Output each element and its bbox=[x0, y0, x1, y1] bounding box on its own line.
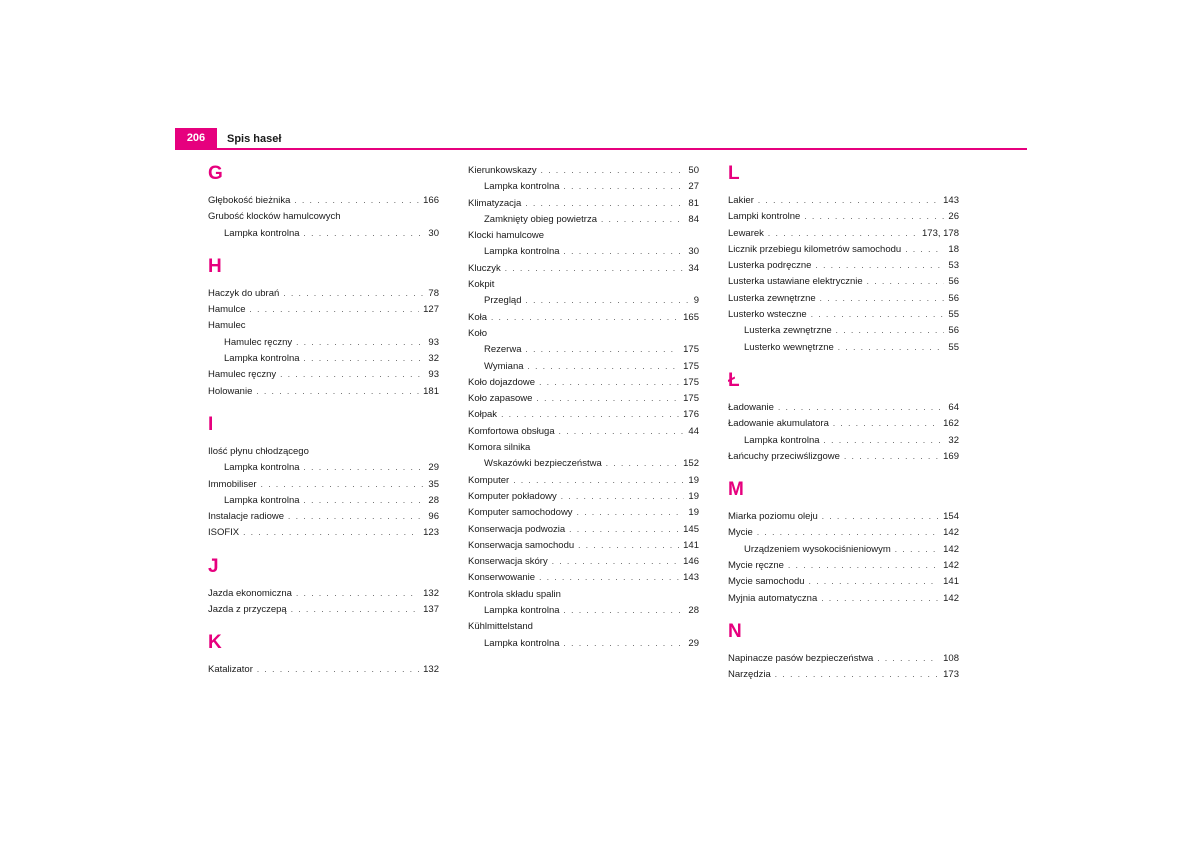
leader-dots bbox=[256, 384, 419, 400]
index-entry bbox=[468, 440, 699, 456]
entry-page-number: 127 bbox=[423, 304, 439, 316]
leader-dots bbox=[811, 307, 945, 323]
entry-page-number: 19 bbox=[688, 507, 699, 519]
entry-label: Komputer bbox=[468, 474, 510, 486]
leader-dots bbox=[877, 651, 939, 667]
entry-label: Klocki hamulcowe bbox=[468, 230, 545, 242]
index-subentry bbox=[468, 293, 699, 309]
index-entry bbox=[468, 619, 699, 635]
entry-page-number: 132 bbox=[423, 587, 439, 599]
leader-dots bbox=[526, 342, 680, 358]
entry-label: Miarka poziomu oleju bbox=[728, 511, 818, 523]
leader-dots bbox=[822, 509, 939, 525]
entry-page-number: 173 bbox=[943, 669, 959, 681]
entry-label: Grubość klocków hamulcowych bbox=[208, 211, 341, 223]
entry-page-number: 145 bbox=[683, 523, 699, 535]
index-entry bbox=[208, 384, 439, 400]
index-subentry bbox=[728, 433, 959, 449]
entry-label: Hamulec ręczny bbox=[224, 336, 293, 348]
entry-label: Lusterko wewnętrzne bbox=[744, 341, 834, 353]
index-entry bbox=[208, 586, 439, 602]
entry-page-number: 28 bbox=[428, 494, 439, 506]
entry-label: Konserwacja podwozia bbox=[468, 523, 566, 535]
entry-label: Kontrola składu spalin bbox=[468, 588, 561, 600]
entry-label: Rezerwa bbox=[484, 344, 522, 356]
index-subentry bbox=[468, 359, 699, 375]
entry-label: Lampka kontrolna bbox=[484, 637, 560, 649]
index-entry bbox=[728, 193, 959, 209]
index-entry bbox=[208, 444, 439, 460]
index-entry bbox=[468, 261, 699, 277]
index-entry bbox=[728, 258, 959, 274]
section-letter: L bbox=[728, 163, 740, 184]
leader-dots bbox=[895, 542, 939, 558]
entry-page-number: 142 bbox=[943, 592, 959, 604]
leader-dots bbox=[564, 244, 685, 260]
index-entry bbox=[208, 193, 439, 209]
section-letter: N bbox=[728, 620, 742, 642]
index-entry bbox=[728, 667, 959, 683]
entry-label: Ładowanie bbox=[728, 401, 774, 413]
index-entry bbox=[468, 391, 699, 407]
leader-dots bbox=[280, 367, 424, 383]
leader-dots bbox=[561, 489, 685, 505]
leader-dots bbox=[601, 212, 684, 228]
entry-label: Narzędzia bbox=[728, 669, 771, 681]
index-subentry bbox=[468, 456, 699, 472]
leader-dots bbox=[820, 291, 945, 307]
entry-page-number: 175 bbox=[683, 344, 699, 356]
index-entry bbox=[468, 570, 699, 586]
entry-label: Komputer samochodowy bbox=[468, 507, 573, 519]
leader-dots bbox=[283, 286, 424, 302]
entry-label: Kluczyk bbox=[468, 262, 501, 274]
section-letter: I bbox=[208, 413, 214, 435]
section-letter: G bbox=[208, 163, 223, 184]
entry-label: Ładowanie akumulatora bbox=[728, 418, 829, 430]
index-entry bbox=[468, 277, 699, 293]
index-entry bbox=[468, 407, 699, 423]
index-entry bbox=[728, 651, 959, 667]
entry-page-number: 142 bbox=[943, 527, 959, 539]
index-subentry bbox=[208, 351, 439, 367]
leader-dots bbox=[243, 525, 419, 541]
entry-label: Zamknięty obieg powietrza bbox=[484, 213, 597, 225]
entry-label: Lampka kontrolna bbox=[224, 353, 300, 365]
entry-label: Wymiana bbox=[484, 360, 524, 372]
header-rule bbox=[175, 148, 1027, 150]
leader-dots bbox=[304, 226, 425, 242]
entry-page-number: 142 bbox=[943, 560, 959, 572]
page-title: Spis haseł bbox=[227, 133, 282, 145]
entry-label: Kołpak bbox=[468, 409, 498, 421]
entry-page-number: 146 bbox=[683, 556, 699, 568]
index-subentry bbox=[208, 226, 439, 242]
entry-page-number: 141 bbox=[943, 576, 959, 588]
entry-label: Haczyk do ubrań bbox=[208, 287, 280, 299]
index-entry bbox=[468, 424, 699, 440]
entry-page-number: 56 bbox=[948, 325, 959, 337]
entry-page-number: 32 bbox=[428, 353, 439, 365]
section-letter: J bbox=[208, 555, 219, 577]
entry-page-number: 141 bbox=[683, 539, 699, 551]
entry-label: Koło bbox=[468, 327, 488, 339]
leader-dots bbox=[304, 351, 425, 367]
index-entry bbox=[728, 291, 959, 307]
entry-label: Komputer pokładowy bbox=[468, 490, 557, 502]
index-entry bbox=[208, 525, 439, 541]
index-subentry bbox=[728, 323, 959, 339]
entry-page-number: 175 bbox=[683, 360, 699, 372]
index-entry bbox=[208, 286, 439, 302]
leader-dots bbox=[501, 407, 679, 423]
leader-dots bbox=[250, 302, 420, 318]
leader-dots bbox=[559, 424, 685, 440]
leader-dots bbox=[564, 179, 685, 195]
leader-dots bbox=[552, 554, 679, 570]
entry-label: Konserwacja samochodu bbox=[468, 539, 575, 551]
leader-dots bbox=[578, 538, 679, 554]
entry-label: Lusterka zewnętrzne bbox=[728, 292, 816, 304]
leader-dots bbox=[905, 242, 944, 258]
index-subentry bbox=[468, 342, 699, 358]
leader-dots bbox=[577, 505, 685, 521]
entry-page-number: 176 bbox=[683, 409, 699, 421]
index-entry bbox=[728, 449, 959, 465]
entry-label: Lampka kontrolna bbox=[744, 434, 820, 446]
entry-page-number: 165 bbox=[683, 311, 699, 323]
index-subentry bbox=[208, 335, 439, 351]
index-entry bbox=[208, 302, 439, 318]
entry-label: Lampka kontrolna bbox=[484, 605, 560, 617]
leader-dots bbox=[569, 522, 679, 538]
index-entry bbox=[728, 574, 959, 590]
index-entry bbox=[728, 400, 959, 416]
entry-page-number: 152 bbox=[683, 458, 699, 470]
page-header bbox=[175, 128, 1027, 148]
index-entry bbox=[468, 310, 699, 326]
entry-label: Konserwacja skóry bbox=[468, 556, 548, 568]
entry-page-number: 27 bbox=[688, 181, 699, 193]
entry-label: Kokpit bbox=[468, 279, 495, 291]
entry-page-number: 56 bbox=[948, 276, 959, 288]
entry-label: Lampka kontrolna bbox=[224, 227, 300, 239]
leader-dots bbox=[821, 591, 939, 607]
section-letter: M bbox=[728, 479, 744, 501]
index-entry bbox=[468, 196, 699, 212]
entry-label: Hamulec bbox=[208, 320, 246, 332]
entry-page-number: 181 bbox=[423, 385, 439, 397]
leader-dots bbox=[526, 293, 690, 309]
entry-page-number: 143 bbox=[943, 195, 959, 206]
entry-label: Lampka kontrolna bbox=[484, 246, 560, 258]
entry-page-number: 162 bbox=[943, 418, 959, 430]
leader-dots bbox=[788, 558, 939, 574]
section-letter: H bbox=[208, 255, 222, 277]
leader-dots bbox=[564, 603, 685, 619]
leader-dots bbox=[304, 460, 425, 476]
entry-label: Katalizator bbox=[208, 664, 253, 676]
entry-page-number: 132 bbox=[423, 664, 439, 676]
entry-page-number: 108 bbox=[943, 652, 959, 664]
entry-label: Myjnia automatyczna bbox=[728, 592, 818, 604]
index-subentry bbox=[208, 493, 439, 509]
index-entry bbox=[728, 226, 959, 242]
index-entry bbox=[208, 209, 439, 225]
entry-page-number: 93 bbox=[428, 336, 439, 348]
entry-label: Lusterka ustawiane elektrycznie bbox=[728, 276, 863, 288]
entry-label: Immobiliser bbox=[208, 478, 257, 490]
entry-page-number: 175 bbox=[683, 393, 699, 405]
entry-page-number: 30 bbox=[428, 227, 439, 239]
entry-label: Hamulec ręczny bbox=[208, 369, 277, 381]
index-entry bbox=[208, 318, 439, 334]
entry-label: Jazda z przyczepą bbox=[208, 604, 287, 616]
index-entry bbox=[468, 522, 699, 538]
index-entry bbox=[468, 473, 699, 489]
leader-dots bbox=[757, 525, 939, 541]
index-entry bbox=[208, 477, 439, 493]
entry-page-number: 18 bbox=[948, 243, 959, 255]
entry-label: Komora silnika bbox=[468, 442, 531, 454]
entry-label: Lakier bbox=[728, 195, 754, 206]
entry-label: Wskazówki bezpieczeństwa bbox=[484, 458, 602, 470]
leader-dots bbox=[833, 416, 939, 432]
leader-dots bbox=[304, 493, 425, 509]
entry-label: Klimatyzacja bbox=[468, 197, 522, 209]
index-entry bbox=[468, 375, 699, 391]
entry-page-number: 78 bbox=[428, 287, 439, 299]
entry-label: Lusterka podręczne bbox=[728, 260, 812, 272]
entry-page-number: 34 bbox=[688, 262, 699, 274]
entry-page-number: 154 bbox=[943, 511, 959, 523]
entry-label: Komfortowa obsługa bbox=[468, 425, 555, 437]
index-entry bbox=[208, 509, 439, 525]
entry-page-number: 55 bbox=[948, 309, 959, 321]
entry-page-number: 28 bbox=[688, 605, 699, 617]
entry-page-number: 81 bbox=[688, 197, 699, 209]
entry-label: Licznik przebiegu kilometrów samochodu bbox=[728, 243, 902, 255]
entry-label: ISOFIX bbox=[208, 527, 240, 539]
index-entry bbox=[728, 307, 959, 323]
leader-dots bbox=[815, 258, 944, 274]
entry-label: Instalacje radiowe bbox=[208, 511, 285, 523]
leader-dots bbox=[778, 400, 944, 416]
index-subentry bbox=[468, 244, 699, 260]
entry-label: Koło dojazdowe bbox=[468, 376, 536, 388]
leader-dots bbox=[536, 391, 679, 407]
entry-label: Holowanie bbox=[208, 385, 253, 397]
entry-label: Głębokość bieżnika bbox=[208, 195, 291, 206]
leader-dots bbox=[505, 261, 685, 277]
leader-dots bbox=[564, 636, 685, 652]
leader-dots bbox=[541, 163, 685, 179]
entry-page-number: 166 bbox=[423, 195, 439, 206]
leader-dots bbox=[491, 310, 679, 326]
index-column-2 bbox=[468, 163, 699, 652]
entry-label: Lampka kontrolna bbox=[484, 181, 560, 193]
index-entry bbox=[728, 274, 959, 290]
leader-dots bbox=[288, 509, 424, 525]
index-entry bbox=[208, 602, 439, 618]
entry-page-number: 32 bbox=[948, 434, 959, 446]
entry-page-number: 64 bbox=[948, 401, 959, 413]
entry-label: Jazda ekonomiczna bbox=[208, 587, 292, 599]
entry-label: Lampka kontrolna bbox=[224, 494, 300, 506]
index-column-3 bbox=[728, 163, 959, 684]
index-subentry bbox=[468, 179, 699, 195]
leader-dots bbox=[844, 449, 939, 465]
leader-dots bbox=[775, 667, 939, 683]
entry-page-number: 9 bbox=[693, 295, 699, 307]
index-entry bbox=[208, 662, 439, 678]
page-number: 206 bbox=[175, 128, 217, 148]
entry-page-number: 29 bbox=[688, 637, 699, 649]
entry-page-number: 96 bbox=[428, 511, 439, 523]
leader-dots bbox=[867, 274, 945, 290]
leader-dots bbox=[528, 359, 680, 375]
entry-page-number: 143 bbox=[683, 572, 699, 584]
entry-page-number: 44 bbox=[688, 425, 699, 437]
leader-dots bbox=[296, 335, 424, 351]
index-entry bbox=[728, 209, 959, 225]
index-entry bbox=[468, 489, 699, 505]
entry-page-number: 142 bbox=[943, 543, 959, 555]
leader-dots bbox=[768, 226, 918, 242]
entry-label: Kühlmittelstand bbox=[468, 621, 533, 633]
entry-page-number: 26 bbox=[948, 211, 959, 223]
entry-label: Napinacze pasów bezpieczeństwa bbox=[728, 652, 874, 664]
leader-dots bbox=[257, 662, 419, 678]
entry-page-number: 175 bbox=[683, 376, 699, 388]
entry-page-number: 137 bbox=[423, 604, 439, 616]
entry-label: Koła bbox=[468, 311, 488, 323]
entry-page-number: 84 bbox=[688, 213, 699, 225]
entry-label: Lusterka zewnętrzne bbox=[744, 325, 832, 337]
index-entry bbox=[468, 228, 699, 244]
index-entry bbox=[728, 525, 959, 541]
entry-label: Urządzeniem wysokociśnieniowym bbox=[744, 543, 891, 555]
index-entry bbox=[208, 367, 439, 383]
index-subentry bbox=[468, 603, 699, 619]
leader-dots bbox=[513, 473, 684, 489]
entry-label: Lampki kontrolne bbox=[728, 211, 801, 223]
leader-dots bbox=[261, 477, 425, 493]
entry-label: Konserwowanie bbox=[468, 572, 536, 584]
index-subentry bbox=[468, 636, 699, 652]
entry-label: Lusterko wsteczne bbox=[728, 309, 807, 321]
entry-page-number: 35 bbox=[428, 478, 439, 490]
entry-page-number: 93 bbox=[428, 369, 439, 381]
index-subentry bbox=[208, 460, 439, 476]
entry-page-number: 173, 178 bbox=[922, 227, 959, 239]
entry-page-number: 30 bbox=[688, 246, 699, 258]
index-entry bbox=[468, 587, 699, 603]
entry-page-number: 29 bbox=[428, 462, 439, 474]
index-entry bbox=[728, 558, 959, 574]
index-entry bbox=[468, 326, 699, 342]
entry-label: Hamulce bbox=[208, 304, 246, 316]
entry-label: Mycie ręczne bbox=[728, 560, 784, 572]
leader-dots bbox=[525, 196, 684, 212]
leader-dots bbox=[836, 323, 945, 339]
entry-page-number: 123 bbox=[423, 527, 439, 539]
index-entry bbox=[728, 416, 959, 432]
entry-label: Lewarek bbox=[728, 227, 764, 239]
section-letter: Ł bbox=[728, 369, 740, 391]
entry-label: Ilość płynu chłodzącego bbox=[208, 445, 309, 457]
leader-dots bbox=[824, 433, 945, 449]
entry-label: Mycie bbox=[728, 527, 753, 539]
index-entry bbox=[728, 591, 959, 607]
index-entry bbox=[728, 242, 959, 258]
index-subentry bbox=[728, 542, 959, 558]
entry-page-number: 19 bbox=[688, 474, 699, 486]
entry-label: Przegląd bbox=[484, 295, 522, 307]
entry-label: Koło zapasowe bbox=[468, 393, 533, 405]
index-entry bbox=[468, 538, 699, 554]
entry-label: Mycie samochodu bbox=[728, 576, 805, 588]
leader-dots bbox=[539, 570, 679, 586]
index-subentry bbox=[468, 212, 699, 228]
entry-page-number: 53 bbox=[948, 260, 959, 272]
index-entry bbox=[728, 509, 959, 525]
entry-page-number: 50 bbox=[688, 165, 699, 176]
leader-dots bbox=[294, 193, 419, 209]
entry-page-number: 19 bbox=[688, 490, 699, 502]
entry-page-number: 56 bbox=[948, 292, 959, 304]
entry-label: Kierunkowskazy bbox=[468, 165, 537, 176]
leader-dots bbox=[291, 602, 419, 618]
index-column-1 bbox=[208, 163, 439, 679]
leader-dots bbox=[539, 375, 679, 391]
leader-dots bbox=[838, 340, 945, 356]
leader-dots bbox=[809, 574, 940, 590]
entry-page-number: 55 bbox=[948, 341, 959, 353]
leader-dots bbox=[606, 456, 679, 472]
entry-label: Lampka kontrolna bbox=[224, 462, 300, 474]
leader-dots bbox=[296, 586, 419, 602]
section-letter: K bbox=[208, 632, 222, 654]
index-entry bbox=[468, 554, 699, 570]
leader-dots bbox=[804, 209, 944, 225]
entry-page-number: 169 bbox=[943, 450, 959, 462]
index-entry bbox=[468, 163, 699, 179]
index-subentry bbox=[728, 340, 959, 356]
entry-label: Łańcuchy przeciwślizgowe bbox=[728, 450, 840, 462]
leader-dots bbox=[758, 193, 939, 209]
index-entry bbox=[468, 505, 699, 521]
